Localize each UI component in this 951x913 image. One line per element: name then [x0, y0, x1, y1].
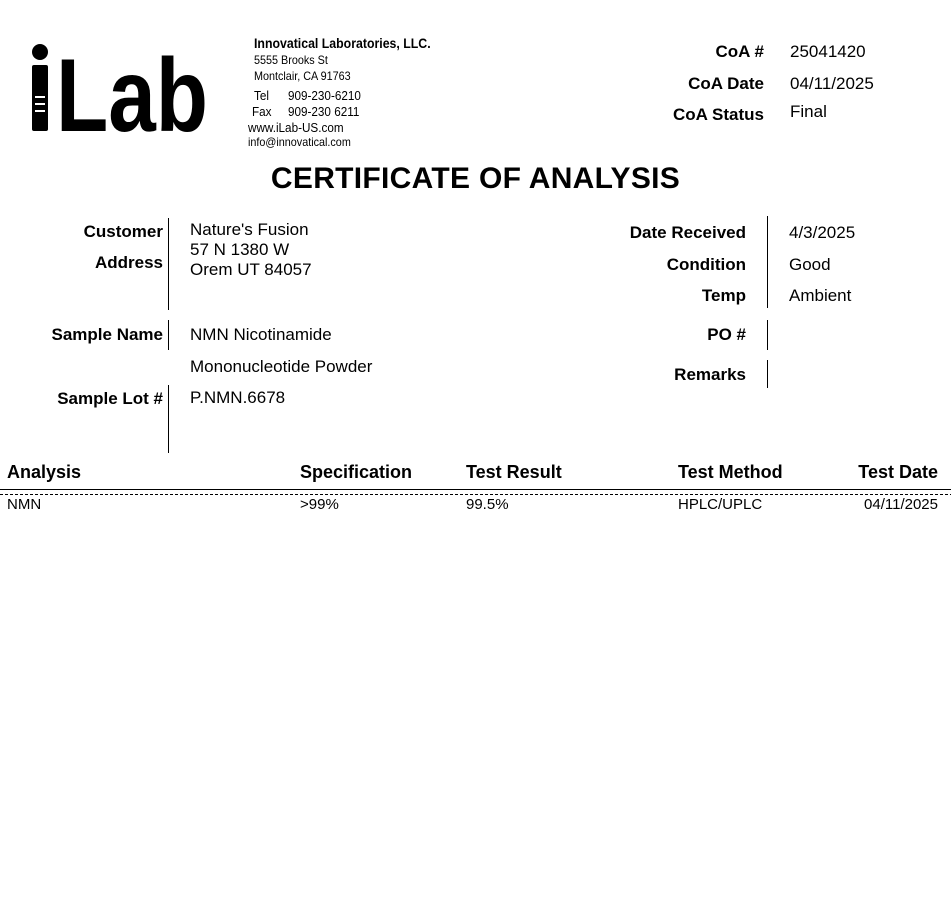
- coa-status-label: CoA Status: [673, 105, 764, 124]
- coa-date: 04/11/2025: [790, 74, 874, 93]
- document-title: CERTIFICATE OF ANALYSIS: [270, 162, 681, 195]
- po-divider: [767, 320, 768, 350]
- customer-address-line1: 57 N 1380 W: [190, 240, 290, 259]
- sample-divider-2: [168, 385, 169, 453]
- condition-label: Condition: [666, 255, 746, 274]
- customer-divider: [168, 218, 169, 310]
- lab-street: 5555 Brooks St: [254, 53, 328, 67]
- coa-date-label: CoA Date: [688, 74, 764, 93]
- sample-name-line2: Mononucleotide Powder: [190, 357, 373, 376]
- address-label: Address: [94, 253, 163, 272]
- cell-test-date: 04/11/2025: [864, 496, 938, 513]
- col-header-test-result: Test Result: [466, 462, 562, 482]
- po-label: PO #: [707, 325, 746, 344]
- ilab-logo: [28, 38, 210, 154]
- lab-name: Innovatical Laboratories, LLC.: [254, 35, 431, 51]
- table-header-rule-dashed: [0, 494, 951, 495]
- coa-status: Final: [790, 102, 827, 121]
- cell-test-result: 99.5%: [466, 496, 509, 513]
- coa-number: 25041420: [790, 42, 866, 61]
- customer-address-line2: Orem UT 84057: [190, 260, 312, 279]
- lab-fax: 909-230 6211: [288, 104, 360, 119]
- table-header-rule: [0, 489, 951, 490]
- cell-test-method: HPLC/UPLC: [678, 496, 763, 513]
- cell-analysis: NMN: [7, 496, 42, 513]
- remarks-label: Remarks: [674, 365, 746, 384]
- receipt-divider: [767, 216, 768, 308]
- col-header-test-date: Test Date: [858, 462, 938, 482]
- col-header-analysis: Analysis: [7, 462, 82, 482]
- svg-text:Lab: Lab: [56, 38, 208, 154]
- temp: Ambient: [789, 286, 852, 305]
- col-header-test-method: Test Method: [678, 462, 783, 482]
- coa-number-label: CoA #: [715, 42, 764, 61]
- sample-lot-label: Sample Lot #: [57, 389, 163, 408]
- sample-name-label: Sample Name: [51, 325, 163, 344]
- condition: Good: [789, 255, 831, 274]
- sample-divider-1: [168, 320, 169, 350]
- sample-lot: P.NMN.6678: [190, 388, 286, 407]
- lab-city: Montclair, CA 91763: [254, 69, 351, 83]
- temp-label: Temp: [701, 286, 746, 305]
- lab-fax-label: Fax: [252, 104, 272, 119]
- lab-website: www.iLab-US.com: [248, 120, 344, 135]
- date-received-label: Date Received: [629, 223, 746, 242]
- customer-name: Nature's Fusion: [190, 220, 309, 239]
- cell-specification: >99%: [300, 496, 339, 513]
- date-received: 4/3/2025: [789, 223, 856, 242]
- col-header-specification: Specification: [300, 462, 413, 482]
- sample-name-line1: NMN Nicotinamide: [190, 325, 332, 344]
- remarks-divider: [767, 360, 768, 388]
- lab-tel-label: Tel: [254, 88, 269, 103]
- lab-tel: 909-230-6210: [288, 88, 361, 103]
- customer-label: Customer: [83, 222, 163, 241]
- lab-email: info@innovatical.com: [248, 135, 351, 149]
